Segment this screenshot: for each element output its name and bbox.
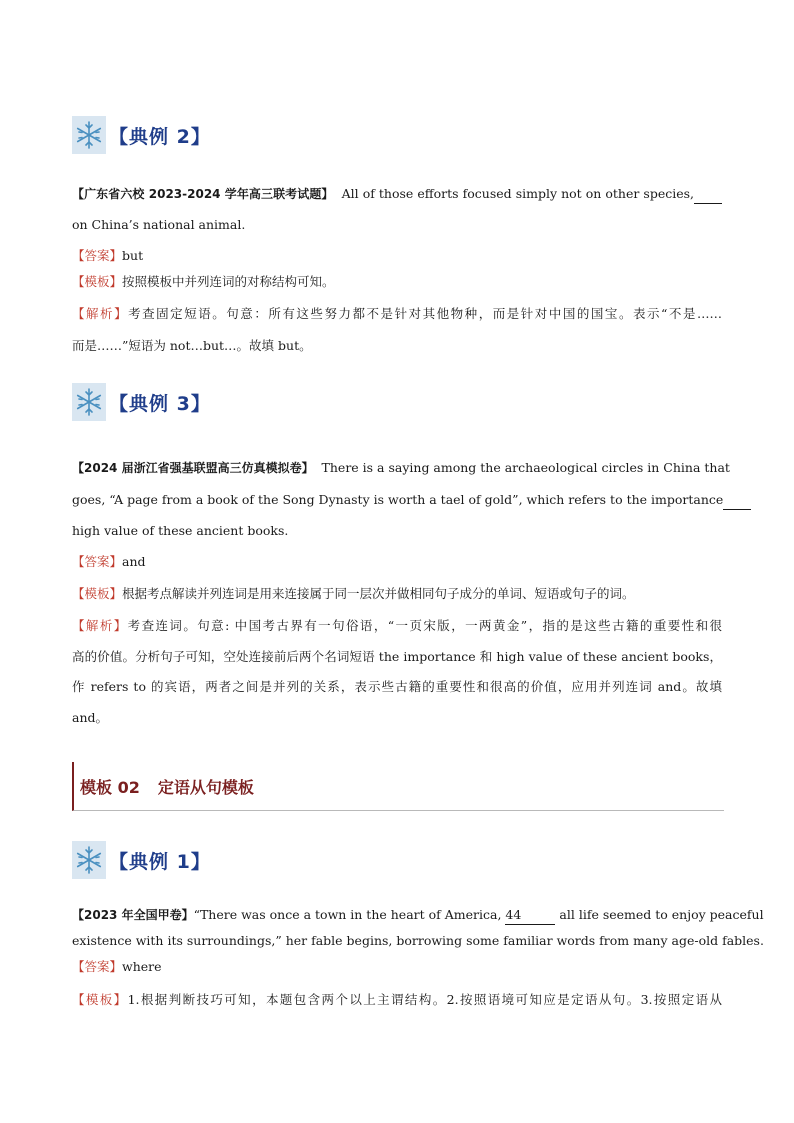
answer-tag: 【答案】 xyxy=(72,554,123,569)
answer-blank xyxy=(723,491,751,510)
example-3-heading xyxy=(72,382,211,422)
analysis-line xyxy=(72,610,722,641)
template-tag: 【模板】 xyxy=(72,274,123,289)
analysis-line: 作 refers to 的宾语，两者之间是并列的关系，表示些古籍的重要性和很高的价值，应用并列连词 and。故填 xyxy=(72,679,722,694)
analysis-line: 而是……”短语为 not…but…。故填 but。 xyxy=(72,338,312,353)
source-label: 【2023 年全国甲卷】 xyxy=(72,908,194,922)
template-line xyxy=(72,984,722,1015)
example-title: 【典例 2】 xyxy=(109,125,211,148)
example-title: 【典例 3】 xyxy=(109,392,211,415)
template-text: 按照模板中并列连词的对称结构可知。 xyxy=(122,274,335,289)
question-text: All of those efforts focused simply not on other species, xyxy=(341,186,695,201)
template-text: 1.根据判断技巧可知，本题包含两个以上主谓结构。2.按照语境可知应是定语从句。3.按照定语从 xyxy=(127,992,722,1007)
source-label: 【2024 届浙江省强基联盟高三仿真模拟卷】 xyxy=(72,461,314,475)
template-line xyxy=(72,266,722,297)
analysis-line: 高的价值。分析句子可知，空处连接前后两个名词短语 the importance 和 high value of these ancient books， xyxy=(72,649,722,664)
question-text: “There was once a town in the heart of America, xyxy=(193,907,502,922)
section-header xyxy=(72,762,724,811)
answer-blank xyxy=(694,185,722,204)
answer-line xyxy=(72,546,722,577)
analysis-line xyxy=(72,298,722,329)
section-label: 模板 02 xyxy=(80,777,140,797)
question-text: There is a saying among the archaeological circles in China that xyxy=(321,460,730,475)
analysis-text: 考查连词。句意: 中国考古界有一句俗语，“一页宋版，一两黄金”，指的是这些古籍的重要性和很 xyxy=(127,618,722,633)
analysis-line: and。 xyxy=(72,710,109,725)
question-line: on China’s national animal. xyxy=(72,217,246,232)
snowflake-icon xyxy=(72,116,106,154)
question-line xyxy=(72,178,722,210)
question-line: high value of these ancient books. xyxy=(72,523,289,538)
template-line xyxy=(72,578,722,609)
section-title: 定语从句模板 xyxy=(157,777,254,797)
answer-blank: 44 xyxy=(505,906,555,925)
answer-line xyxy=(72,951,722,982)
source-label: 【广东省六校 2023-2024 学年高三联考试题】 xyxy=(72,187,334,201)
answer-text: but xyxy=(122,248,144,263)
analysis-tag: 【解析】 xyxy=(72,618,128,633)
snowflake-icon xyxy=(72,383,106,421)
template-tag: 【模板】 xyxy=(72,992,128,1007)
analysis-tag: 【解析】 xyxy=(72,306,129,321)
question-line: existence with its surroundings,” her fable begins, borrowing some familiar words from many age-old fables. xyxy=(72,933,764,948)
answer-text: where xyxy=(122,959,162,974)
snowflake-icon xyxy=(72,841,106,879)
question-line xyxy=(72,452,730,484)
answer-tag: 【答案】 xyxy=(72,248,123,263)
example-title: 【典例 1】 xyxy=(109,850,211,873)
template-text: 根据考点解读并列连词是用来连接属于同一层次并做相同句子成分的单词、短语或句子的词。 xyxy=(122,586,635,601)
question-line xyxy=(72,484,722,515)
answer-tag: 【答案】 xyxy=(72,959,123,974)
template-tag: 【模板】 xyxy=(72,586,123,601)
question-text: all life seemed to enjoy peaceful xyxy=(559,907,764,922)
answer-text: and xyxy=(122,554,146,569)
example-1-heading xyxy=(72,840,211,880)
example-2-heading xyxy=(72,115,211,155)
question-text: goes, “A page from a book of the Song Dynasty is worth a tael of gold”, which refers to the importance xyxy=(72,492,724,507)
analysis-text: 考查固定短语。句意：所有这些努力都不是针对其他物种，而是针对中国的国宝。表示“不是…… xyxy=(128,306,722,321)
